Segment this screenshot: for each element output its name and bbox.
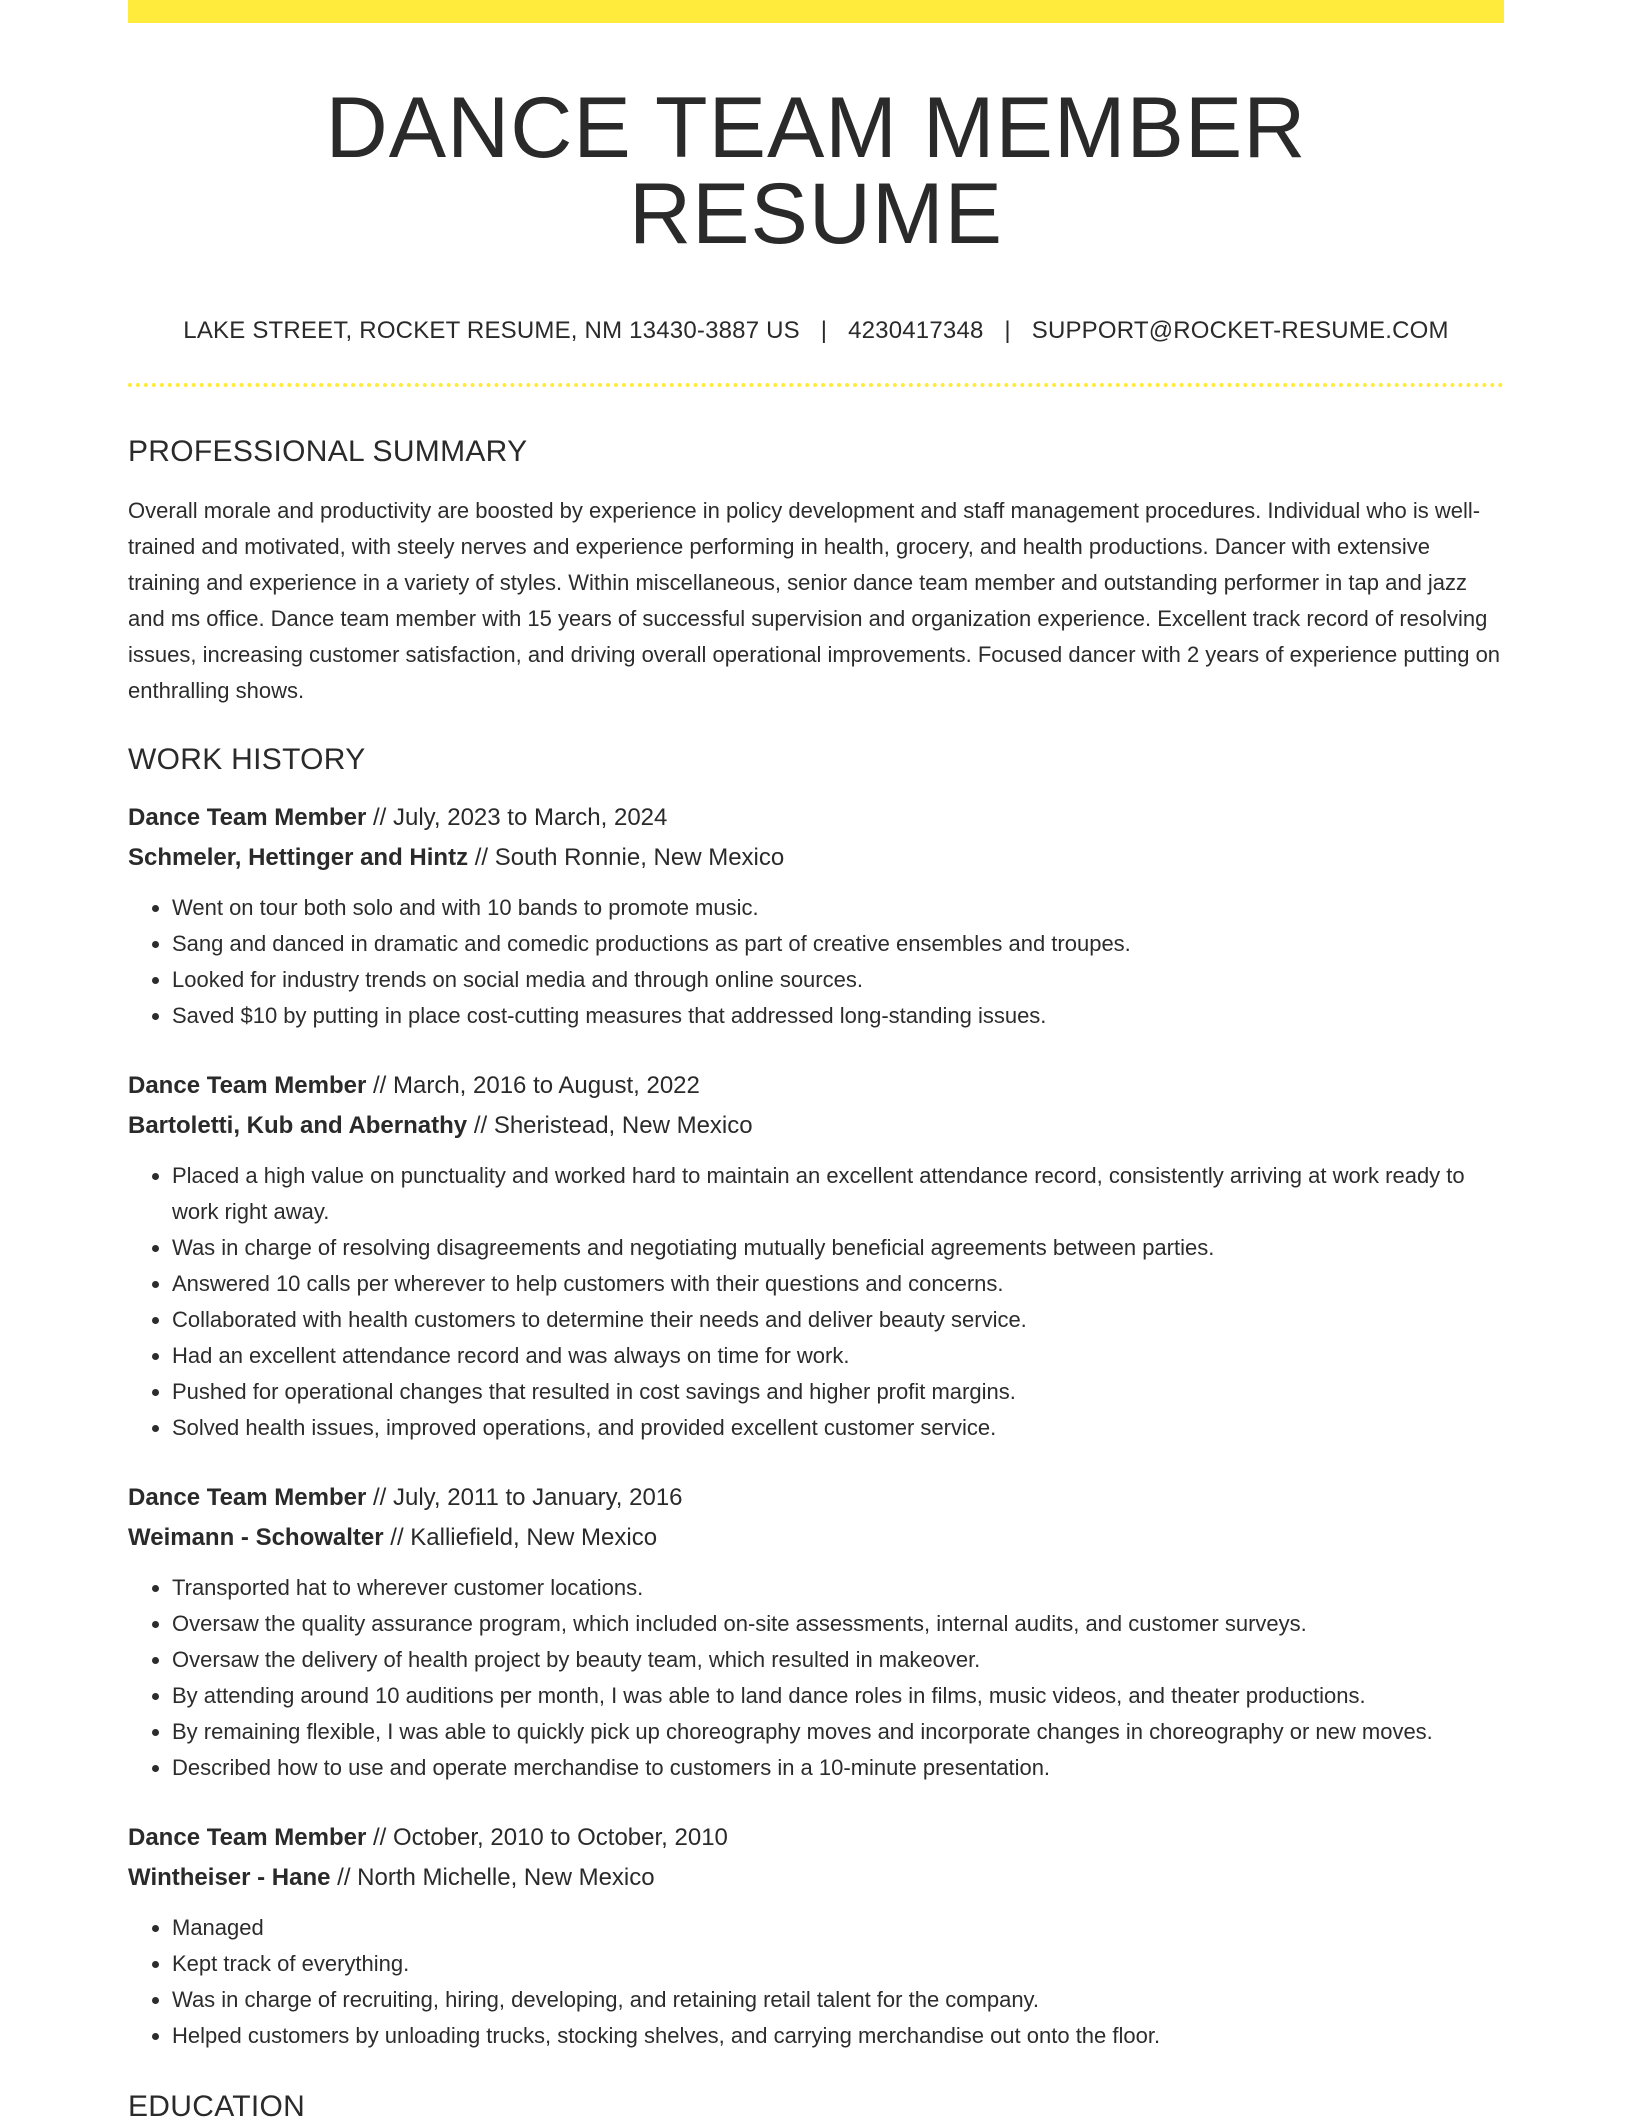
job-company: Weimann - Schowalter [128, 1524, 384, 1551]
job-company-line [128, 1858, 1504, 1898]
job-company: Wintheiser - Hane [128, 1864, 331, 1891]
page-title: DANCE TEAM MEMBER RESUME [325, 80, 1307, 262]
accent-top-bar [128, 0, 1504, 23]
resume-page [128, 0, 1504, 2123]
job-bullets [128, 890, 1504, 1034]
job-title-line [128, 1066, 1504, 1106]
job-bullet: • Looked for industry trends on social media and through online sources. [172, 962, 1504, 998]
job-dates: // March, 2016 to August, 2022 [372, 1072, 700, 1099]
job-bullets [128, 1910, 1504, 2054]
job-bullet: • Saved $10 by putting in place cost-cutting measures that addressed long-standing issues. [172, 998, 1504, 1034]
job-bullet: • Managed [172, 1910, 1504, 1946]
contact-email: SUPPORT@ROCKET-RESUME.COM [1031, 317, 1449, 344]
job-dates: // October, 2010 to October, 2010 [372, 1824, 728, 1851]
job-title: Dance Team Member [128, 1824, 367, 1851]
job-bullet: • Oversaw the delivery of health project by beauty team, which resulted in makeover. [172, 1642, 1504, 1678]
job-location: // South Ronnie, New Mexico [474, 844, 785, 871]
job-entry [128, 1818, 1504, 2054]
job-bullet: • Helped customers by unloading trucks, stocking shelves, and carrying merchandise out onto the floor. [172, 2018, 1504, 2054]
job-title-line [128, 1478, 1504, 1518]
job-bullets [128, 1570, 1504, 1786]
job-bullet: • Described how to use and operate merchandise to customers in a 10-minute presentation. [172, 1750, 1504, 1786]
job-title: Dance Team Member [128, 1484, 367, 1511]
job-bullet: • Placed a high value on punctuality and worked hard to maintain an excellent attendance record, consistently arriving at work ready to work right away. [172, 1158, 1504, 1230]
job-location: // Sheristead, New Mexico [473, 1112, 753, 1139]
job-company: Schmeler, Hettinger and Hintz [128, 844, 469, 871]
summary-text: Overall morale and productivity are boosted by experience in policy development and staff management procedures. Individual who is well-trained and motivated, with steely nerves and experience performing in health, grocery, and health productions. Dancer with extensive training and experience in a variety of styles. Within miscellaneous, senior dance team member and outstanding performer in tap and jazz and ms office. Dance team member with 15 years of successful supervision and organization experience. Excellent track record of resolving issues, increasing customer satisfaction, and driving overall operational improvements. Focused dancer with 2 years of experience putting on enthralling shows. [128, 498, 1501, 703]
job-dates: // July, 2011 to January, 2016 [372, 1484, 683, 1511]
section-heading-education: EDUCATION [128, 2090, 306, 2123]
job-entry [128, 1478, 1504, 1786]
job-location: // North Michelle, New Mexico [337, 1864, 655, 1891]
job-company: Bartoletti, Kub and Abernathy [128, 1112, 468, 1139]
contact-phone: 4230417348 [848, 317, 984, 344]
job-bullet: • Oversaw the quality assurance program, which included on-site assessments, internal audits, and customer surveys. [172, 1606, 1504, 1642]
job-bullets [128, 1158, 1504, 1446]
job-entry [128, 798, 1504, 1034]
job-bullet: • Went on tour both solo and with 10 bands to promote music. [172, 890, 1504, 926]
job-bullet: • Transported hat to wherever customer locations. [172, 1570, 1504, 1606]
dotted-divider [128, 383, 1504, 387]
job-company-line [128, 1106, 1504, 1146]
job-bullet: • By attending around 10 auditions per month, I was able to land dance roles in films, music videos, and theater productions. [172, 1678, 1504, 1714]
job-bullet: • Solved health issues, improved operations, and provided excellent customer service. [172, 1410, 1504, 1446]
job-title-line [128, 798, 1504, 838]
job-bullet: • Collaborated with health customers to determine their needs and deliver beauty service. [172, 1302, 1504, 1338]
contact-address: LAKE STREET, ROCKET RESUME, NM 13430-3887 US [183, 317, 800, 344]
job-title: Dance Team Member [128, 1072, 367, 1099]
job-bullet: • Was in charge of recruiting, hiring, developing, and retaining retail talent for the company. [172, 1982, 1504, 2018]
contact-separator: | [820, 317, 828, 344]
contact-separator: | [1004, 317, 1011, 344]
section-heading-work-history: WORK HISTORY [128, 743, 366, 776]
contact-line [128, 317, 1504, 345]
job-entry [128, 1066, 1504, 1446]
job-bullet: • Pushed for operational changes that resulted in cost savings and higher profit margins. [172, 1374, 1504, 1410]
job-dates: // July, 2023 to March, 2024 [372, 804, 668, 831]
job-bullet: • Answered 10 calls per wherever to help customers with their questions and concerns. [172, 1266, 1504, 1302]
job-company-line [128, 1518, 1504, 1558]
job-bullet: • Was in charge of resolving disagreements and negotiating mutually beneficial agreements between parties. [172, 1230, 1504, 1266]
job-company-line [128, 838, 1504, 878]
job-title: Dance Team Member [128, 804, 367, 831]
section-heading-summary: PROFESSIONAL SUMMARY [128, 435, 528, 468]
job-location: // Kalliefield, New Mexico [390, 1524, 658, 1551]
job-bullet: • Sang and danced in dramatic and comedic productions as part of creative ensembles and troupes. [172, 926, 1504, 962]
job-bullet: • Had an excellent attendance record and was always on time for work. [172, 1338, 1504, 1374]
job-bullet: • By remaining flexible, I was able to quickly pick up choreography moves and incorporate changes in choreography or new moves. [172, 1714, 1504, 1750]
job-bullet: • Kept track of everything. [172, 1946, 1504, 1982]
job-title-line [128, 1818, 1504, 1858]
